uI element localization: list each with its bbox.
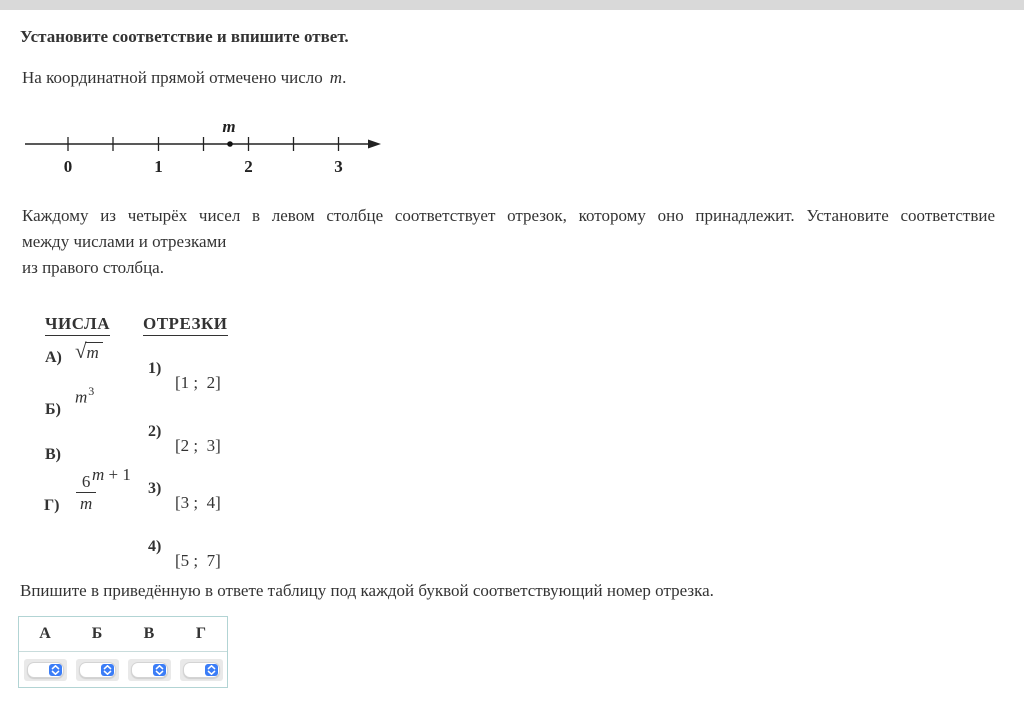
item-label-g: Г) xyxy=(44,497,60,514)
task-line-2: между числами и отрезками xyxy=(22,232,227,251)
plain-rest: + 1 xyxy=(104,465,131,484)
tick-label-0: 0 xyxy=(63,157,73,176)
point-m-marker xyxy=(227,141,233,147)
plain-variable: m xyxy=(92,465,105,484)
tick-label-3: 3 xyxy=(334,157,343,176)
intro-suffix: . xyxy=(342,68,347,87)
tick-label-1: 1 xyxy=(154,157,163,176)
answer-table-header xyxy=(19,617,227,652)
item-label-a: А) xyxy=(45,349,62,366)
fraction-numerator: 6 xyxy=(81,472,91,491)
spinner-arrows-icon xyxy=(155,665,164,675)
radicand: m xyxy=(85,342,103,363)
segment-label-3: 3) xyxy=(148,480,162,497)
segment-value-3: [3 ; 4] xyxy=(175,493,221,512)
expression-sqrt-m xyxy=(75,339,103,363)
answer-col-b: Б xyxy=(91,625,103,642)
top-bar xyxy=(0,0,1024,10)
answer-input-g-field[interactable] xyxy=(187,663,205,677)
segment-label-4: 4) xyxy=(148,538,162,555)
power-exponent: 3 xyxy=(88,384,95,398)
radical-sign: √ xyxy=(75,339,87,363)
intro-sentence xyxy=(22,68,346,88)
answer-input-a-field[interactable] xyxy=(31,663,49,677)
answer-col-a: А xyxy=(39,625,51,642)
answer-cell-b xyxy=(71,652,123,687)
answer-col-g: Г xyxy=(195,625,207,642)
tick-label-2: 2 xyxy=(244,157,253,176)
item-label-b: Б) xyxy=(45,401,61,418)
answer-instruction: Впишите в приведённую в ответе таблицу под каждой буквой соответствующий номер отрезка. xyxy=(20,581,714,600)
segment-value-4: [5 ; 7] xyxy=(175,551,221,570)
answer-table xyxy=(18,616,228,688)
segment-label-2: 2) xyxy=(148,423,162,440)
spinner-arrows-icon xyxy=(103,665,112,675)
task-description xyxy=(22,203,995,281)
answer-input-b-field[interactable] xyxy=(83,663,101,677)
stepper-buttons-b[interactable] xyxy=(101,664,114,676)
numbers-column-header: ЧИСЛА xyxy=(45,314,110,336)
answer-input-g[interactable] xyxy=(180,659,223,681)
segment-label-1: 1) xyxy=(148,360,162,377)
segment-value-1: [1 ; 2] xyxy=(175,373,221,392)
expression-m-cubed xyxy=(75,385,93,408)
number-line xyxy=(20,108,390,182)
answer-input-b[interactable] xyxy=(76,659,119,681)
task-line-3: из правого столбца. xyxy=(22,258,164,277)
arrow-head-icon xyxy=(368,140,381,149)
stepper-buttons-g[interactable] xyxy=(205,664,218,676)
answer-input-v-field[interactable] xyxy=(135,663,153,677)
task-line-1: Каждому из четырёх чисел в левом столбце соответствует отрезок, которому оно принадлежит. Установите соответствие xyxy=(22,206,995,225)
answer-table-inputs xyxy=(19,652,227,687)
point-m-label: m xyxy=(222,117,236,136)
segments-column-header: ОТРЕЗКИ xyxy=(143,314,228,336)
fraction-denominator: m xyxy=(76,492,96,513)
item-label-v: В) xyxy=(45,446,61,463)
power-base: m xyxy=(75,387,88,407)
answer-cell-a xyxy=(19,652,71,687)
answer-input-a[interactable] xyxy=(24,659,67,681)
stepper-buttons-a[interactable] xyxy=(49,664,62,676)
expression-6-over-m xyxy=(76,472,96,513)
intro-variable: m xyxy=(329,68,343,87)
intro-prefix: На координатной прямой отмечено число xyxy=(22,68,323,87)
stepper-buttons-v[interactable] xyxy=(153,664,166,676)
spinner-arrows-icon xyxy=(207,665,216,675)
page-title: Установите соответствие и впишите ответ. xyxy=(20,27,349,46)
spinner-arrows-icon xyxy=(51,665,60,675)
answer-col-v: В xyxy=(143,625,155,642)
answer-cell-g xyxy=(175,652,227,687)
segment-value-2: [2 ; 3] xyxy=(175,436,221,455)
answer-cell-v xyxy=(123,652,175,687)
answer-input-v[interactable] xyxy=(128,659,171,681)
